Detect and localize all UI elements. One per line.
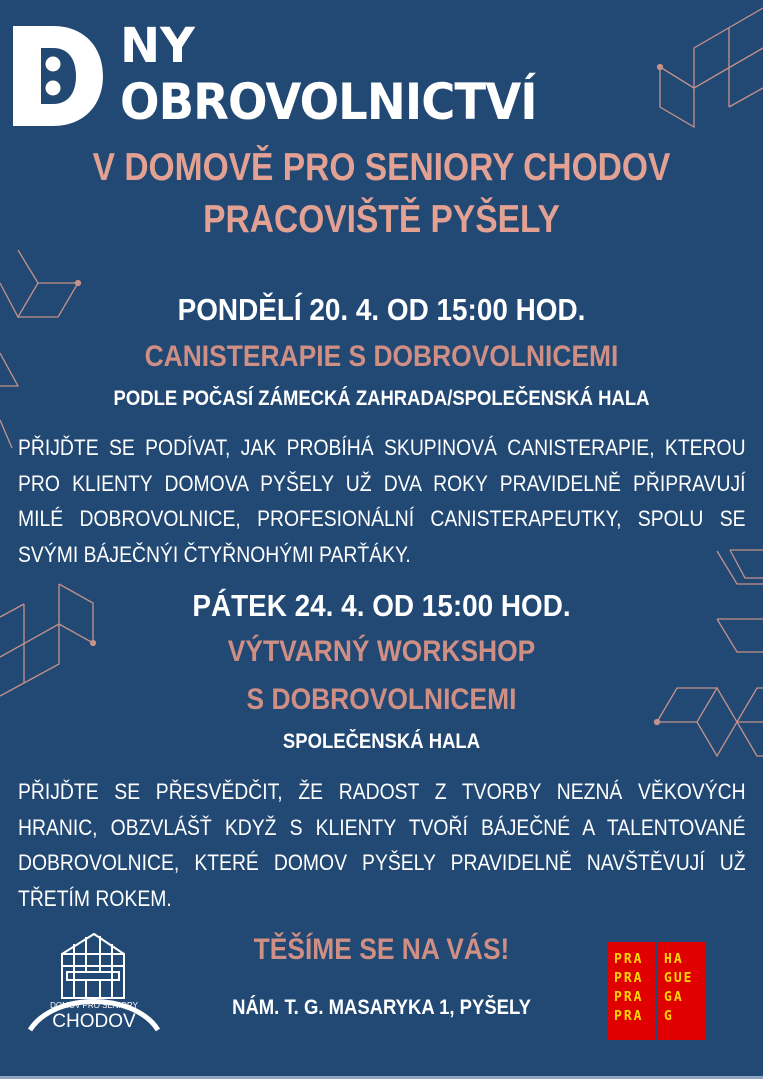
subtitle-line-1: V DOMOVĚ PRO SENIORY CHODOV xyxy=(92,146,671,189)
event-2-place: SPOLEČENSKÁ HALA xyxy=(282,730,481,753)
praha-text: PRA xyxy=(614,1009,644,1024)
chodov-big-text: CHODOV xyxy=(52,1011,136,1032)
event-1-place: PODLE POČASÍ ZÁMECKÁ ZAHRADA/SPOLEČENSKÁ HALA xyxy=(113,387,650,410)
subtitle-block-2 xyxy=(0,198,763,242)
event-1-name: CANISTERAPIE S DOBROVOLNICEMI xyxy=(144,340,619,373)
event-2-name-wrap xyxy=(0,632,763,672)
event-1-date-wrap xyxy=(0,292,763,328)
praha-logo-left xyxy=(608,942,656,1040)
dny-d-logo-icon xyxy=(13,26,103,126)
event-2-name-line-1: VÝTVARNÝ WORKSHOP xyxy=(227,635,536,668)
event-2-description xyxy=(18,774,746,916)
event-2-date: PÁTEK 24. 4. OD 15:00 HOD. xyxy=(192,588,571,623)
chodov-small-text: DOMOV PRO SENIORY xyxy=(50,1001,138,1010)
description-line: HRANIC, OBZVLÁŠŤ KDYŽ S KLIENTY TVOŘÍ BÁJEČNÉ A TALENTOVANÉ xyxy=(18,814,746,840)
subtitle-block xyxy=(0,146,763,190)
description-line: DOBROVOLNICE, KTERÉ DOMOV PYŠELY PRAVIDELNĚ NAVŠTĚVUJÍ UŽ xyxy=(18,850,746,875)
title-ny: NY xyxy=(120,18,195,74)
praha-logo xyxy=(608,942,706,1040)
description-line: MILÉ DOBROVOLNICE, PROFESIONÁLNÍ CANISTERAPEUTKY, SPOLU SE xyxy=(18,506,746,531)
event-2-place-wrap xyxy=(0,729,763,755)
event-1-name-wrap xyxy=(0,337,763,377)
address-text: NÁM. T. G. MASARYKA 1, PYŠELY xyxy=(232,996,531,1019)
event-2-name-line-2: S DOBROVOLNICEMI xyxy=(246,683,517,716)
praha-text: PRA xyxy=(614,952,644,967)
chodov-logo xyxy=(24,930,164,1035)
event-2-date-wrap xyxy=(0,588,763,624)
description-line: PŘIJĎTE SE PŘESVĚDČIT, ŽE RADOST Z TVORBY NEZNÁ VĚKOVÝCH xyxy=(18,779,746,804)
event-1-place-wrap xyxy=(0,386,763,412)
description-line: TŘETÍM ROKEM. xyxy=(18,885,172,911)
closing-text: TĚŠÍME SE NA VÁS! xyxy=(253,933,510,966)
subtitle-line-2: PRACOVIŠTĚ PYŠELY xyxy=(203,198,560,241)
title-dobrovolnictvi: OBROVOLNICTVÍ xyxy=(120,73,537,131)
description-line: PŘIJĎTE SE PODÍVAT, JAK PROBÍHÁ SKUPINOVÁ CANISTERAPIE, KTEROU xyxy=(18,435,746,460)
event-1-description xyxy=(18,430,746,572)
praha-text: GA xyxy=(664,990,684,1005)
praha-text: PRA xyxy=(614,971,644,986)
event-1-date: PONDĚLÍ 20. 4. OD 15:00 HOD. xyxy=(177,292,586,327)
praha-logo-right xyxy=(658,942,706,1040)
praha-text: PRA xyxy=(614,990,644,1005)
description-line: SVÝMI BÁJEČNÝI ČTYŘNOHÝMI PARŤÁKY. xyxy=(18,541,411,567)
event-2-name-wrap-2 xyxy=(0,680,763,720)
description-line: PRO KLIENTY DOMOVA PYŠELY UŽ DVA ROKY PRAVIDELNĚ PŘIPRAVUJÍ xyxy=(18,470,746,496)
praha-text: HA xyxy=(664,952,684,967)
praha-text: GUE xyxy=(664,971,694,986)
praha-text: G xyxy=(664,1009,674,1024)
